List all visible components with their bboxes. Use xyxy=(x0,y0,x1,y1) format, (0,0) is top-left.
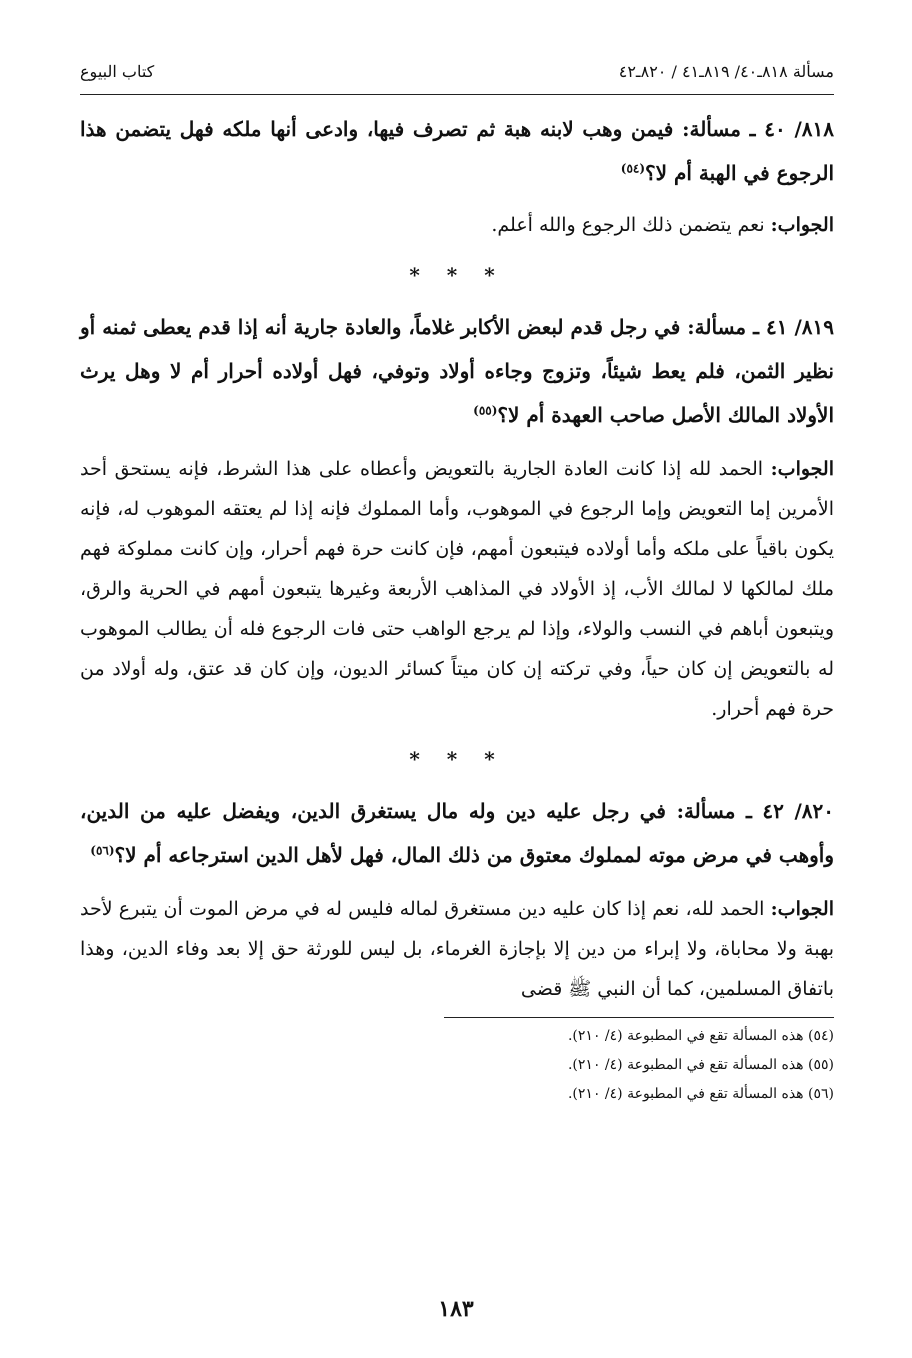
question-text: فيمن وهب لابنه هبة ثم تصرف فيها، وادعى أنها ملكه فهل يتضمن هذا الرجوع في الهبة أم لا؟ xyxy=(80,117,834,185)
footnote-ref: (٥٤) xyxy=(620,161,646,176)
issue-block xyxy=(80,107,834,245)
issue-block xyxy=(80,305,834,729)
issue-question xyxy=(80,107,834,195)
issue-number: ٨١٨/ ٤٠ ـ مسألة: xyxy=(682,117,834,141)
issue-question xyxy=(80,305,834,437)
answer-label: الجواب: xyxy=(770,898,834,920)
footnote: (٥٥) هذه المسألة تقع في المطبوعة (٤/ ٢١٠). xyxy=(567,1057,834,1073)
page-content xyxy=(80,62,834,1109)
question-text: في رجل عليه دين وله مال يستغرق الدين، ويفضل عليه من الدين، وأوهب في مرض موته لمملوك معتوق من ذلك المال، فهل لأهل الدين استرجاعه أم لا؟ xyxy=(80,799,834,867)
issue-answer xyxy=(80,889,834,1009)
answer-label: الجواب: xyxy=(770,214,834,236)
answer-text: الحمد لله إذا كانت العادة الجارية بالتعويض وأعطاه على هذا الشرط، فإنه يستحق أحد الأمرين إما التعويض وإما الرجوع في الموهوب، وأما المملوك فإنه إذا لم يعتقه الموهوب له، فإنه يكون باقياً على ملكه وأما أولاده فيتبعون أمهم، فإن كانت حرة فهم أحرار، وإن كانت مملوكة فهم ملك لمالكها لا لمالك الأب، إذ الأولاد في المذاهب الأربعة وغيرها يتبعون أمهم في الحرية والرق، ويتبعون أباهم في النسب والولاء، وإذا لم يرجع الواهب حتى فات الرجوع فله أن يطالب الموهوب له بالتعويض إن كان حياً، وفي تركته إن كان ميتاً كسائر الديون، وإن كان قد عتق، وله أولاد من حرة فهم أحرار. xyxy=(80,458,834,720)
footnote-divider xyxy=(444,1017,834,1018)
answer-text: نعم يتضمن ذلك الرجوع والله أعلم. xyxy=(491,214,765,236)
issue-block xyxy=(80,789,834,1009)
page-number: ١٨٣ xyxy=(438,1296,474,1322)
issue-answer xyxy=(80,449,834,729)
issue-question xyxy=(80,789,834,877)
issue-number: ٨٢٠/ ٤٢ ـ مسألة: xyxy=(676,799,834,823)
footnotes xyxy=(80,1022,834,1109)
footnote: (٥٤) هذه المسألة تقع في المطبوعة (٤/ ٢١٠). xyxy=(567,1028,834,1044)
answer-label: الجواب: xyxy=(770,458,834,480)
answer-text: الحمد لله، نعم إذا كان عليه دين مستغرق لماله فليس له في مرض الموت أن يتبرع لأحد بهبة ولا محاباة، ولا إبراء من دين إلا بإجازة الغرماء، بل ليس للورثة حق إلا بعد وفاء الدين، وهذا باتفاق المسلمين، كما أن النبي ﷺ قضى xyxy=(80,898,834,1000)
issues-range: مسألة ٨١٨ـ٤٠/ ٨١٩ـ٤١ / ٨٢٠ـ٤٢ xyxy=(618,62,834,81)
footnote-ref: (٥٥) xyxy=(473,403,498,418)
issue-number: ٨١٩/ ٤١ ـ مسألة: xyxy=(687,315,834,339)
section-separator: * * * xyxy=(409,263,505,287)
question-text: في رجل قدم لبعض الأكابر غلاماً، والعادة جارية أنه إذا قدم يعطى ثمنه أو نظير الثمن، فلم يعط شيئاً، وتزوج وجاءه أولاد وتوفي، فهل أولاده أحرار أم لا وهل يرث الأولاد المالك الأصل صاحب العهدة أم لا؟ xyxy=(80,315,834,427)
issue-answer xyxy=(80,205,834,245)
book-title: كتاب البيوع xyxy=(80,62,155,81)
footnote-ref: (٥٦) xyxy=(90,843,115,858)
footnote: (٥٦) هذه المسألة تقع في المطبوعة (٤/ ٢١٠). xyxy=(567,1086,834,1102)
running-header xyxy=(80,62,834,95)
section-separator: * * * xyxy=(409,747,505,771)
